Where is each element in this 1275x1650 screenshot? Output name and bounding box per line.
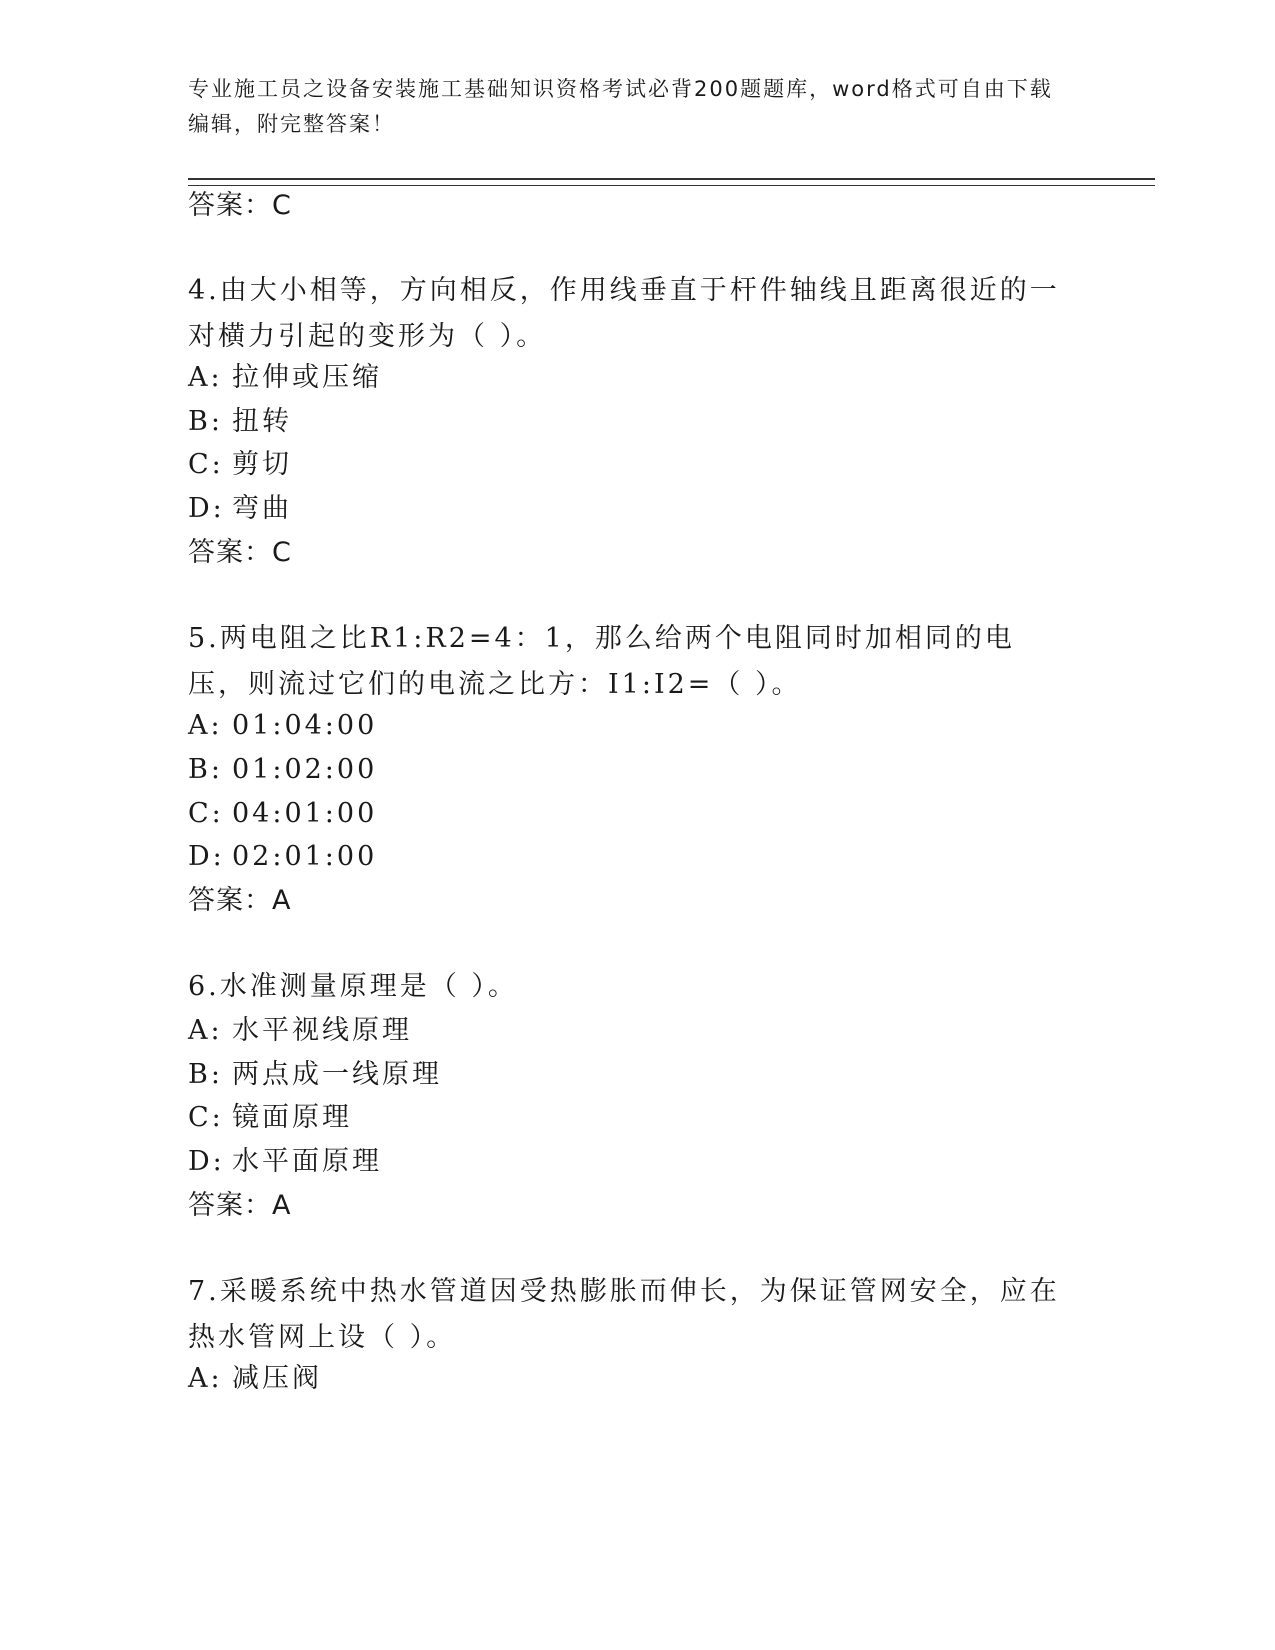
option-5b xyxy=(188,752,377,788)
option-text: 01:04:00 xyxy=(232,710,378,741)
answer-line: 答案：A xyxy=(188,885,292,916)
option-letter: D: xyxy=(188,493,225,524)
option-4a xyxy=(188,360,382,396)
option-6a xyxy=(188,1013,412,1049)
document-header: 专业施工员之设备安装施工基础知识资格考试必背200题题库，word格式可自由下载编辑，附完整答案！ xyxy=(188,77,1053,136)
option-letter: B: xyxy=(188,754,223,785)
option-text: 剪切 xyxy=(232,449,292,480)
option-letter: A: xyxy=(188,1363,223,1394)
question-stem-7: 7.采暖系统中热水管道因受热膨胀而伸长，为保证管网安全，应在热水管网上设（ ）。 xyxy=(188,1276,1060,1353)
option-letter: A: xyxy=(188,1015,223,1046)
option-letter: D: xyxy=(188,1146,225,1177)
option-5c xyxy=(188,796,377,832)
option-4d xyxy=(188,491,292,527)
question-stem-5: 5.两电阻之比R1:R2=4：1，那么给两个电阻同时加相同的电压，则流过它们的电流之比方：I1:I2=（ ）。 xyxy=(188,623,1015,700)
option-letter: D: xyxy=(188,841,225,872)
answer-line: 答案：C xyxy=(188,537,292,568)
answer-line: 答案：C xyxy=(188,190,292,221)
option-letter: A: xyxy=(188,710,223,741)
option-text: 镜面原理 xyxy=(232,1102,352,1133)
option-7a xyxy=(188,1361,322,1397)
option-text: 弯曲 xyxy=(232,493,292,524)
option-text: 减压阀 xyxy=(232,1363,322,1394)
option-4b xyxy=(188,404,292,440)
option-text: 水平视线原理 xyxy=(232,1015,412,1046)
option-6b xyxy=(188,1057,442,1093)
option-6d xyxy=(188,1144,382,1180)
option-text: 两点成一线原理 xyxy=(232,1059,442,1090)
option-4c xyxy=(188,447,292,483)
question-stem-4: 4.由大小相等，方向相反，作用线垂直于杆件轴线且距离很近的一对横力引起的变形为（ ）。 xyxy=(188,275,1060,352)
answer-line: 答案：A xyxy=(188,1190,292,1221)
option-text: 01:02:00 xyxy=(232,754,378,785)
option-letter: C: xyxy=(188,1102,224,1133)
option-letter: C: xyxy=(188,798,224,829)
option-letter: C: xyxy=(188,449,224,480)
option-text: 水平面原理 xyxy=(232,1146,382,1177)
option-text: 扭转 xyxy=(232,406,292,437)
option-text: 02:01:00 xyxy=(232,841,378,872)
option-letter: B: xyxy=(188,406,223,437)
option-5d xyxy=(188,839,377,875)
option-letter: A: xyxy=(188,362,223,393)
header-divider xyxy=(188,178,1155,186)
option-6c xyxy=(188,1100,352,1136)
option-letter: B: xyxy=(188,1059,223,1090)
option-text: 04:01:00 xyxy=(232,798,378,829)
option-5a xyxy=(188,708,377,744)
question-stem-6: 6.水准测量原理是（ ）。 xyxy=(188,971,518,1002)
option-text: 拉伸或压缩 xyxy=(232,362,382,393)
